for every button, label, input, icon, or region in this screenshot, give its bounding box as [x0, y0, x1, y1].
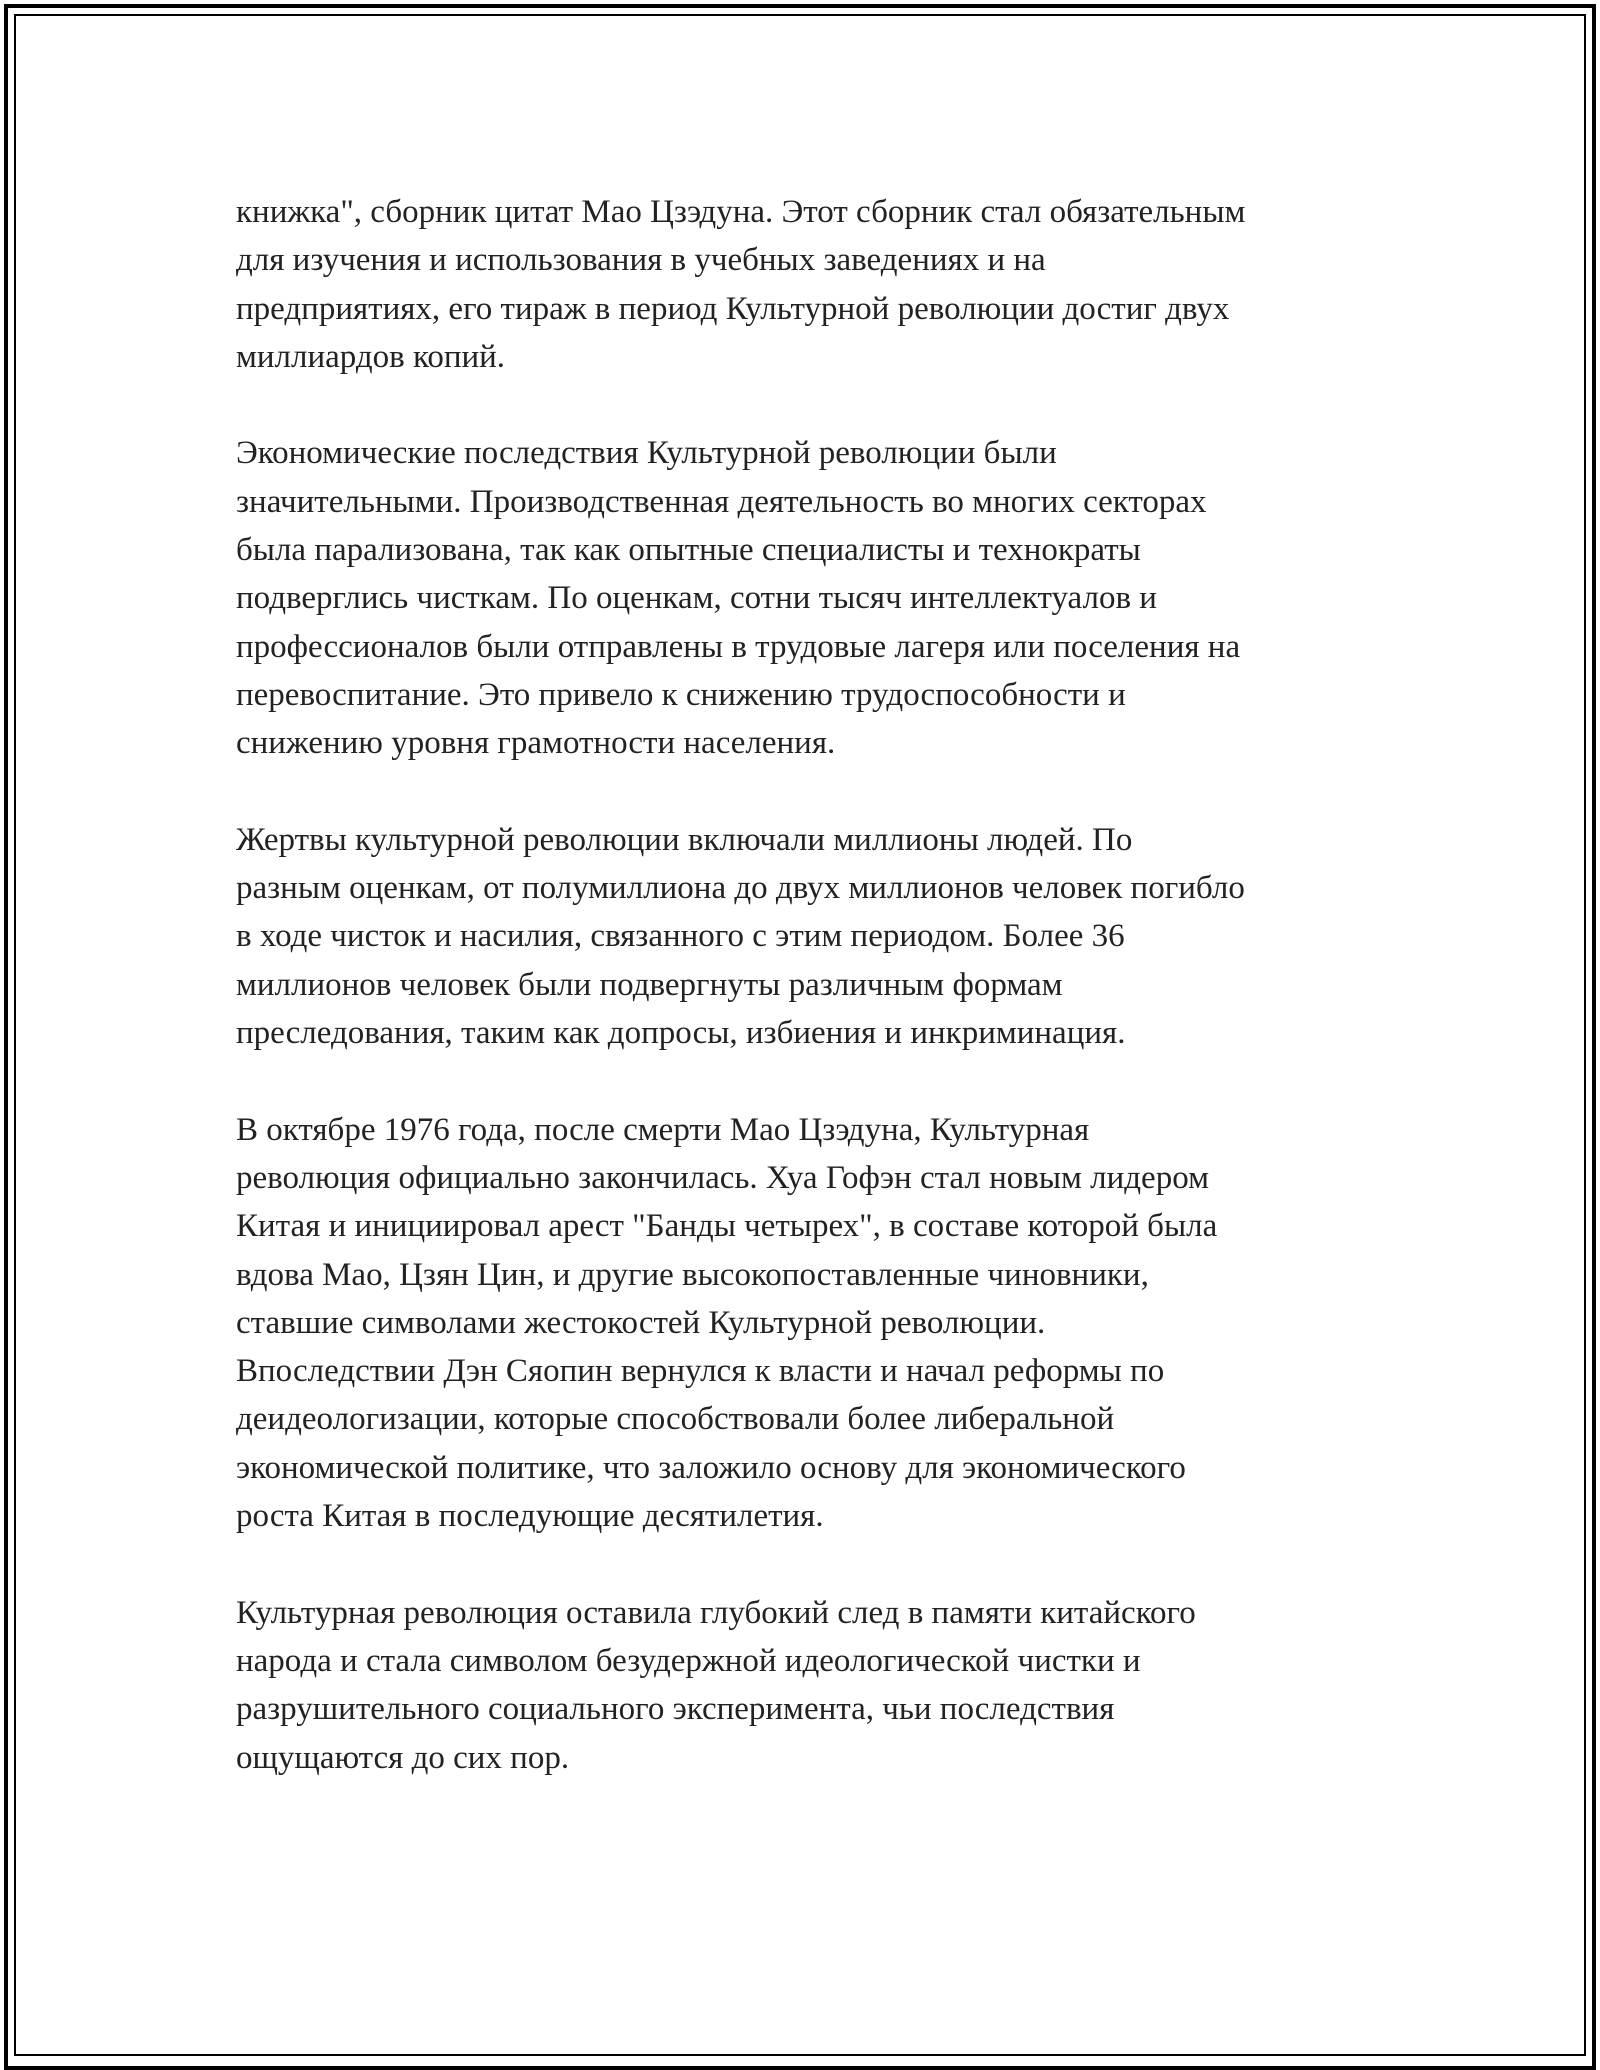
paragraph-5: [236, 1589, 1376, 1782]
text-line: миллиардов копий.: [236, 338, 506, 375]
text-line: народа и стала символом безудержной идеологической чистки и: [236, 1642, 1141, 1679]
text-line: разрушительного социального эксперимента, чьи последствия: [236, 1691, 1115, 1728]
text-line: Китая и инициировал арест "Банды четырех", в составе которой была: [236, 1208, 1218, 1245]
text-line: значительными. Производственная деятельность во многих секторах: [236, 483, 1207, 520]
text-line: преследования, таким как допросы, избиения и инкриминация.: [236, 1015, 1126, 1052]
text-line: деидеологизации, которые способствовали более либеральной: [236, 1401, 1115, 1438]
text-line: профессионалов были отправлены в трудовые лагеря или поселения на: [236, 628, 1241, 665]
text-line: Экономические последствия Культурной революции были: [236, 435, 1057, 472]
text-line: Впоследствии Дэн Сяопин вернулся к власти и начал реформы по: [236, 1353, 1165, 1390]
paragraph-4: [236, 1106, 1376, 1541]
text-line: миллионов человек были подвергнуты различным формам: [236, 966, 1063, 1003]
text-line: перевоспитание. Это привело к снижению трудоспособности и: [236, 676, 1126, 713]
paragraph-3: [236, 816, 1376, 1057]
paragraph-2: [236, 429, 1376, 767]
document-body: [236, 188, 1376, 1782]
text-line: в ходе чисток и насилия, связанного с этим периодом. Более 36: [236, 918, 1125, 955]
paragraph-gap: [236, 1057, 1376, 1105]
text-line: книжка", сборник цитат Мао Цзэдуна. Этот сборник стал обязательным: [236, 194, 1246, 230]
text-line: революция официально закончилась. Хуа Гофэн стал новым лидером: [236, 1159, 1209, 1196]
text-line: была парализована, так как опытные специалисты и технократы: [236, 532, 1141, 569]
text-line: ставшие символами жестокостей Культурной революции.: [236, 1304, 1046, 1341]
text-line: экономической политике, что заложило основу для экономического: [236, 1449, 1186, 1486]
text-line: для изучения и использования в учебных заведениях и на: [236, 242, 1046, 279]
paragraph-gap: [236, 1540, 1376, 1588]
text-line: Жертвы культурной революции включали миллионы людей. По: [236, 821, 1133, 858]
text-line: разным оценкам, от полумиллиона до двух миллионов человек погибло: [236, 870, 1245, 907]
text-line: Культурная революция оставила глубокий след в памяти китайского: [236, 1594, 1196, 1631]
text-line: В октябре 1976 года, после смерти Мао Цзэдуна, Культурная: [236, 1111, 1090, 1148]
paragraph-1: [236, 188, 1376, 381]
paragraph-gap: [236, 768, 1376, 816]
text-line: подверглись чисткам. По оценкам, сотни тысяч интеллектуалов и: [236, 580, 1157, 617]
text-line: снижению уровня грамотности населения.: [236, 725, 836, 762]
paragraph-gap: [236, 381, 1376, 429]
text-line: ощущаются до сих пор.: [236, 1739, 570, 1776]
text-line: предприятиях, его тираж в период Культурной революции достиг двух: [236, 290, 1230, 327]
text-line: вдова Мао, Цзян Цин, и другие высокопоставленные чиновники,: [236, 1256, 1149, 1293]
text-line: роста Китая в последующие десятилетия.: [236, 1498, 824, 1535]
